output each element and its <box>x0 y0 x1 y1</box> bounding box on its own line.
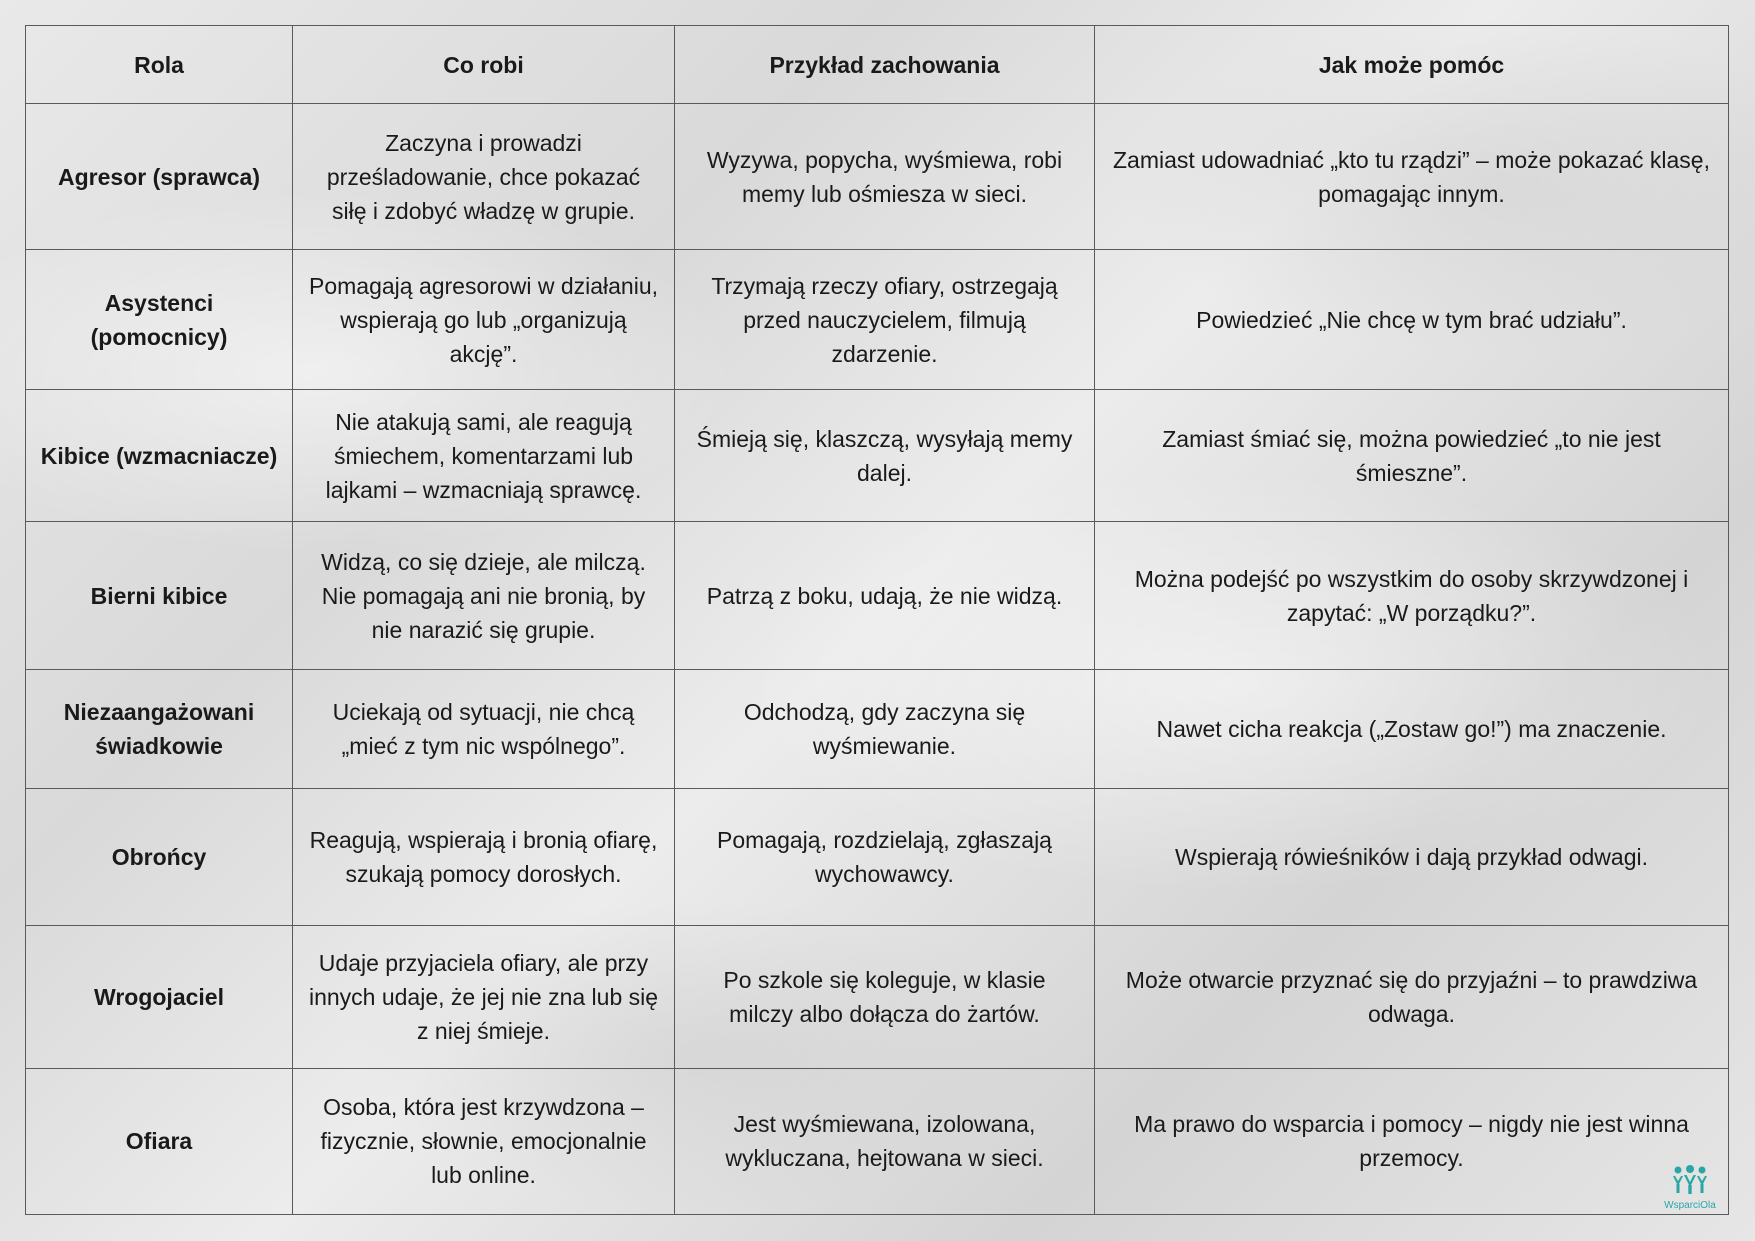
row-role: Bierni kibice <box>26 522 293 670</box>
row-does: Uciekają od sytuacji, nie chcą „mieć z tym nic wspólnego”. <box>293 670 675 788</box>
row-role: Asystenci (pomocnicy) <box>26 250 293 390</box>
row-example: Trzymają rzeczy ofiary, ostrzegają przed nauczycielem, filmują zdarzenie. <box>675 250 1095 390</box>
header-role: Rola <box>26 26 293 104</box>
header-help: Jak może pomóc <box>1095 26 1729 104</box>
row-does: Zaczyna i prowadzi prześladowanie, chce pokazać siłę i zdobyć władzę w grupie. <box>293 104 675 250</box>
row-role: Ofiara <box>26 1068 293 1214</box>
row-example: Pomagają, rozdzielają, zgłaszają wychowawcy. <box>675 788 1095 925</box>
roles-table-sheet <box>25 25 1728 1215</box>
roles-table <box>25 25 1729 1215</box>
table-row <box>26 104 1729 250</box>
row-help: Można podejść po wszystkim do osoby skrzywdzonej i zapytać: „W porządku?”. <box>1095 522 1729 670</box>
row-does: Pomagają agresorowi w działaniu, wspierają go lub „organizują akcję”. <box>293 250 675 390</box>
row-example: Jest wyśmiewana, izolowana, wykluczana, hejtowana w sieci. <box>675 1068 1095 1214</box>
row-example: Odchodzą, gdy zaczyna się wyśmiewanie. <box>675 670 1095 788</box>
row-help: Nawet cicha reakcja („Zostaw go!”) ma znaczenie. <box>1095 670 1729 788</box>
row-does: Nie atakują sami, ale reagują śmiechem, komentarzami lub lajkami – wzmacniają sprawcę. <box>293 390 675 522</box>
people-group-icon <box>1670 1164 1710 1194</box>
row-role: Kibice (wzmacniacze) <box>26 390 293 522</box>
table-header-row <box>26 26 1729 104</box>
row-example: Po szkole się koleguje, w klasie milczy albo dołącza do żartów. <box>675 925 1095 1068</box>
table-row <box>26 1068 1729 1214</box>
row-role: Wrogojaciel <box>26 925 293 1068</box>
table-row <box>26 925 1729 1068</box>
row-does: Reagują, wspierają i bronią ofiarę, szukają pomocy dorosłych. <box>293 788 675 925</box>
row-does: Widzą, co się dzieje, ale milczą. Nie pomagają ani nie bronią, by nie narazić się grupie. <box>293 522 675 670</box>
table-row <box>26 390 1729 522</box>
row-example: Wyzywa, popycha, wyśmiewa, robi memy lub ośmiesza w sieci. <box>675 104 1095 250</box>
row-help: Ma prawo do wsparcia i pomocy – nigdy nie jest winna przemocy. <box>1095 1068 1729 1214</box>
row-role: Agresor (sprawca) <box>26 104 293 250</box>
row-role: Niezaangażowani świadkowie <box>26 670 293 788</box>
header-does: Co robi <box>293 26 675 104</box>
row-role: Obrońcy <box>26 788 293 925</box>
table-row <box>26 522 1729 670</box>
row-help: Wspierają rówieśników i dają przykład odwagi. <box>1095 788 1729 925</box>
row-example: Śmieją się, klaszczą, wysyłają memy dalej. <box>675 390 1095 522</box>
logo-text: WsparciOla <box>1664 1200 1716 1211</box>
row-help: Zamiast udowadniać „kto tu rządzi” – może pokazać klasę, pomagając innym. <box>1095 104 1729 250</box>
table-row <box>26 788 1729 925</box>
header-example: Przykład zachowania <box>675 26 1095 104</box>
row-does: Udaje przyjaciela ofiary, ale przy innych udaje, że jej nie zna lub się z niej śmieje. <box>293 925 675 1068</box>
row-example: Patrzą z boku, udają, że nie widzą. <box>675 522 1095 670</box>
table-row <box>26 670 1729 788</box>
row-help: Może otwarcie przyznać się do przyjaźni – to prawdziwa odwaga. <box>1095 925 1729 1068</box>
table-row <box>26 250 1729 390</box>
row-does: Osoba, która jest krzywdzona – fizycznie, słownie, emocjonalnie lub online. <box>293 1068 675 1214</box>
row-help: Zamiast śmiać się, można powiedzieć „to nie jest śmieszne”. <box>1095 390 1729 522</box>
logo <box>1655 1164 1725 1211</box>
row-help: Powiedzieć „Nie chcę w tym brać udziału”. <box>1095 250 1729 390</box>
